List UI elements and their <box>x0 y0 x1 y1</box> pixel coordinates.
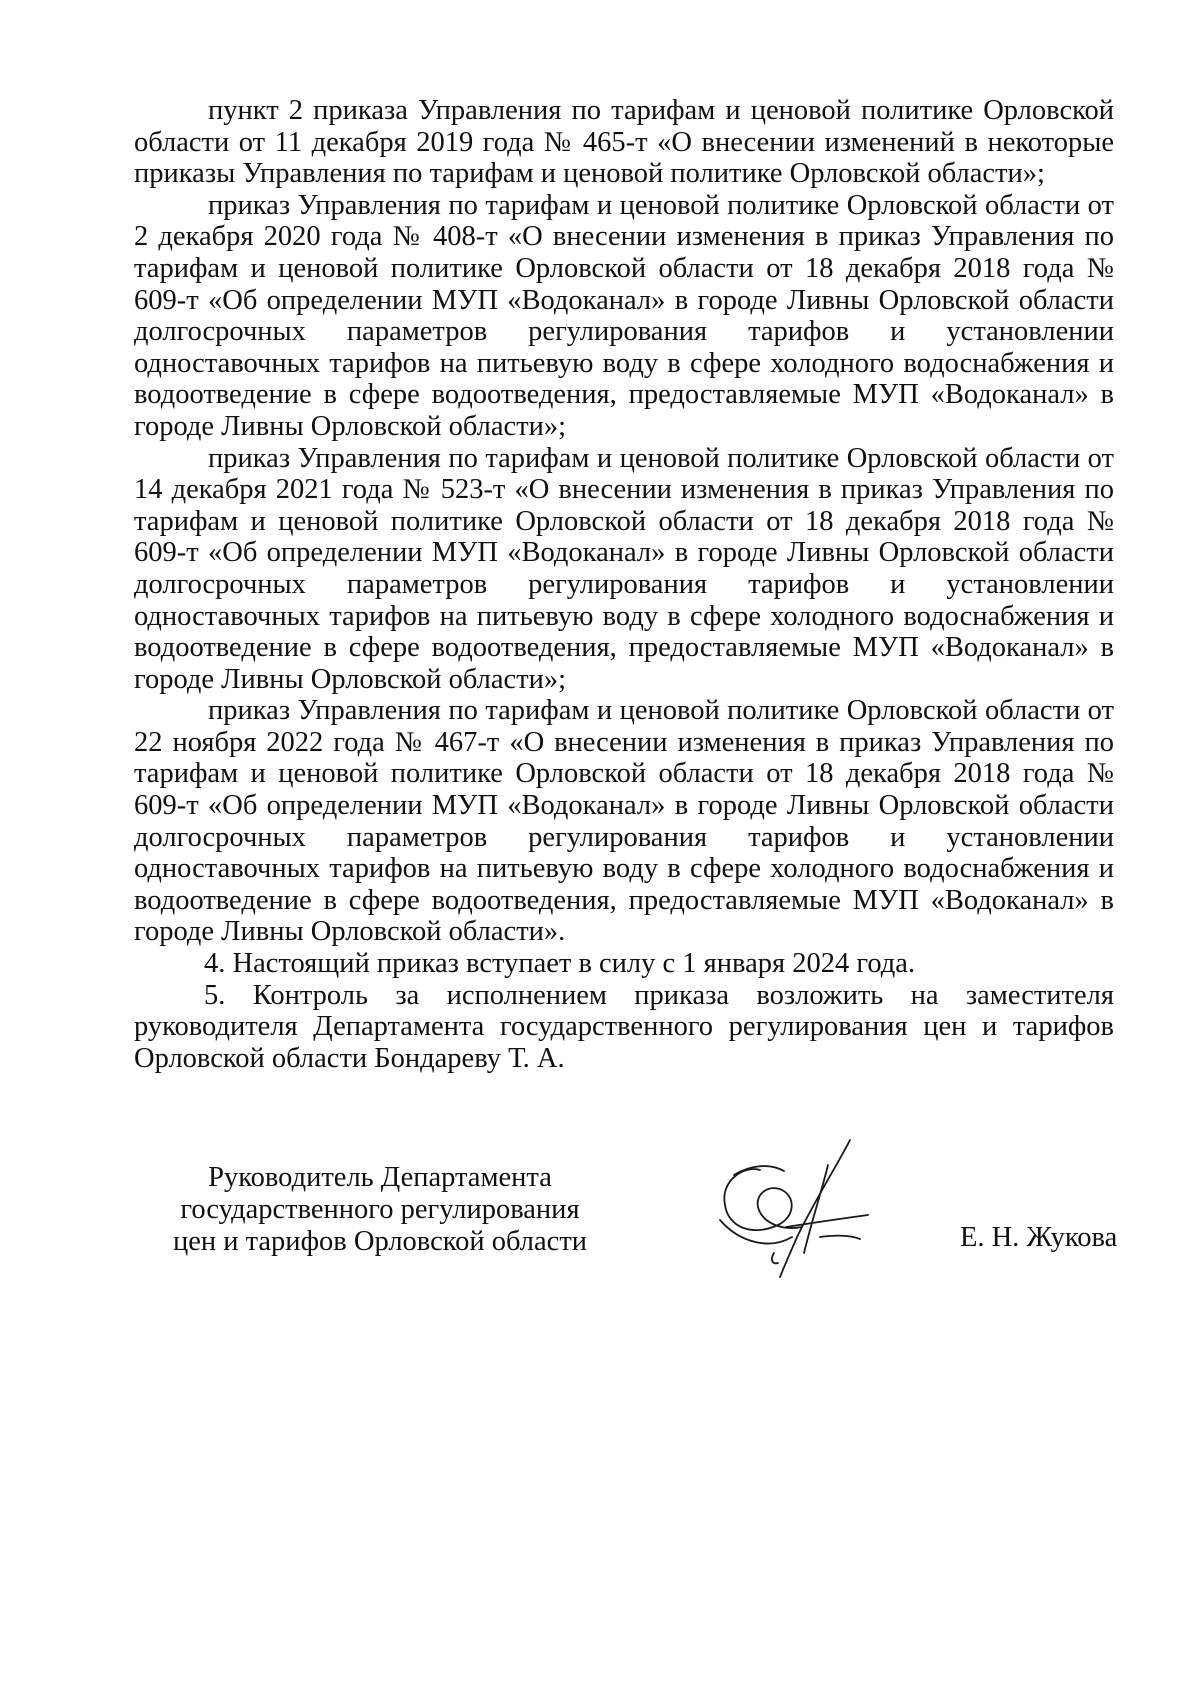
signer-name: Е. Н. Жукова <box>960 1222 1118 1253</box>
signature-title-line-2: государственного регулирования <box>180 1194 580 1225</box>
signature-title-line-1: Руководитель Департамента <box>208 1162 552 1193</box>
paragraph-item-4: приказ Управления по тарифам и ценовой политике Орловской области от 22 ноября 2022 года № 467-т «О внесении изменения в приказ Управления по тарифам и ценовой политике Орловской области от 18 декабря 2018 года № 609-т «Об определении МУП «Водоканал» в городе Ливны Орловской области долгосрочных параметров регулирования тарифов и установлении одноставочных тарифов на питьевую воду в сфере холодного водоснабжения и водоотведение в сфере водоотведения, предоставляемые МУП «Водоканал» в городе Ливны Орловской области». <box>134 695 1114 948</box>
paragraph-item-1: пункт 2 приказа Управления по тарифам и ценовой политике Орловской области от 11 декабря 2019 года № 465-т «О внесении изменений в некоторые приказы Управления по тарифам и ценовой политике Орловской области»; <box>134 95 1114 190</box>
paragraph-item-2: приказ Управления по тарифам и ценовой политике Орловской области от 2 декабря 2020 года № 408-т «О внесении изменения в приказ Управления по тарифам и ценовой политике Орловской области от 18 декабря 2018 года № 609-т «Об определении МУП «Водоканал» в городе Ливны Орловской области долгосрочных параметров регулирования тарифов и установлении одноставочных тарифов на питьевую воду в сфере холодного водоснабжения и водоотведение в сфере водоотведения, предоставляемые МУП «Водоканал» в городе Ливны Орловской области»; <box>134 189 1114 442</box>
signature-title-block <box>160 1162 600 1258</box>
paragraph-effective-date: 4. Настоящий приказ вступает в силу с 1 января 2024 года. <box>204 948 916 980</box>
paragraph-item-3: приказ Управления по тарифам и ценовой политике Орловской области от 14 декабря 2021 года № 523-т «О внесении изменения в приказ Управления по тарифам и ценовой политике Орловской области от 18 декабря 2018 года № 609-т «Об определении МУП «Водоканал» в городе Ливны Орловской области долгосрочных параметров регулирования тарифов и установлении одноставочных тарифов на питьевую воду в сфере холодного водоснабжения и водоотведение в сфере водоотведения, предоставляемые МУП «Водоканал» в городе Ливны Орловской области»; <box>134 442 1114 695</box>
signature-title-line-3: цен и тарифов Орловской области <box>172 1226 588 1257</box>
handwritten-signature-icon <box>700 1135 890 1285</box>
document-body <box>134 95 1114 1074</box>
paragraph-control-assignment: 5. Контроль за исполнением приказа возложить на заместителя руководителя Департамента государственного регулирования цен и тарифов Орловской области Бондареву Т. А. <box>134 979 1114 1074</box>
